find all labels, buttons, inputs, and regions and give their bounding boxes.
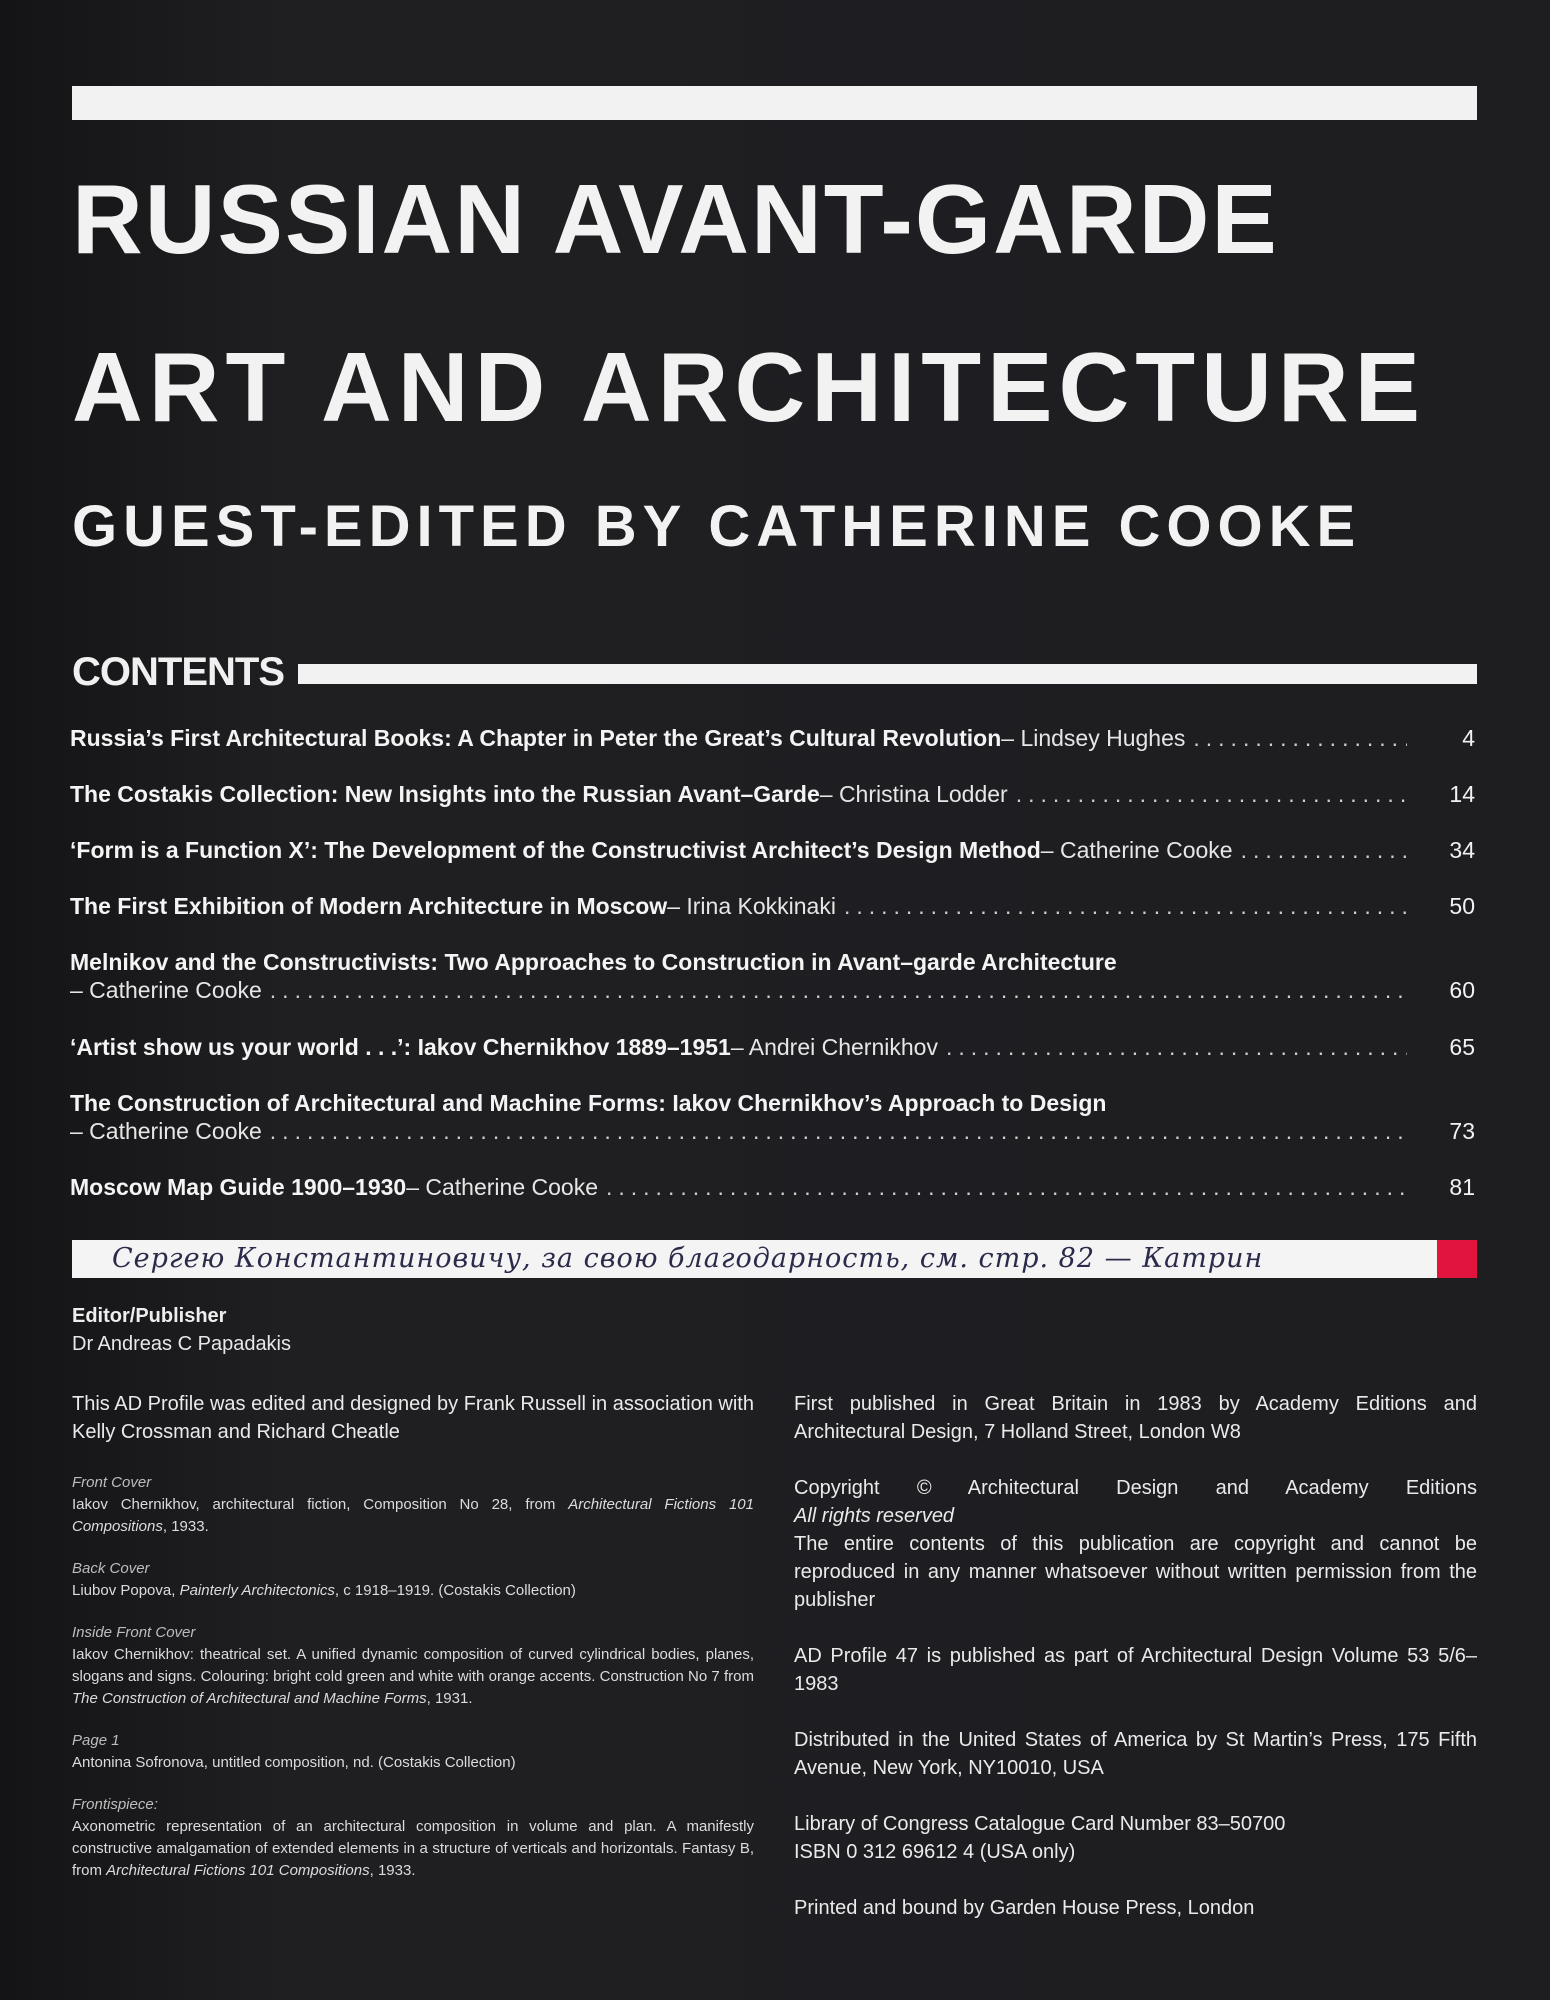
profile-info: AD Profile 47 is published as part of Architectural Design Volume 53 5/6–1983 xyxy=(794,1645,1477,1695)
toc-entry-title: Russia’s First Architectural Books: A Chapter in Peter the Great’s Cultural Revolution xyxy=(70,725,1002,751)
credit-body: Antonina Sofronova, untitled composition, nd. (Costakis Collection) xyxy=(72,1754,516,1771)
distribution-info: Distributed in the United States of America by St Martin’s Press, 175 Fifth Avenue, New York, NY10010, USA xyxy=(794,1729,1477,1779)
isbn: ISBN 0 312 69612 4 (USA only) xyxy=(794,1841,1076,1863)
contents-label: CONTENTS xyxy=(72,650,284,694)
credit-body: Liubov Popova, xyxy=(72,1582,180,1599)
toc-entry-title: Moscow Map Guide 1900–1930 xyxy=(70,1174,407,1200)
rights-text: The entire contents of this publication are copyright and cannot be reproduced in any manner whatsoever without written permission from the publisher xyxy=(794,1533,1477,1611)
credit-tail: , 1933. xyxy=(369,1862,416,1879)
toc-entry[interactable] xyxy=(70,1033,1475,1061)
dot-leader xyxy=(270,976,1407,1004)
credit-body: Axonometric representation of an architectural composition in volume and plan. A manifestly constructive amalgamation of extended elements in a structure of verticals and horizontals. Fantasy B, from xyxy=(72,1818,754,1879)
frontispiece-credit xyxy=(72,1794,754,1882)
toc-entry-title: Melnikov and the Constructivists: Two Approaches to Construction in Avant–garde Architecture xyxy=(70,949,1117,975)
credit-text xyxy=(72,1644,754,1710)
dot-leader xyxy=(270,1117,1407,1145)
toc-entry-title: The Costakis Collection: New Insights into the Russian Avant–Garde xyxy=(70,781,820,807)
editor-label: Editor/Publisher xyxy=(72,1305,227,1327)
credit-heading: Back Cover xyxy=(72,1560,150,1577)
printer-info: Printed and bound by Garden House Press, London xyxy=(794,1897,1255,1919)
dot-leader xyxy=(1193,724,1407,752)
credit-heading: Front Cover xyxy=(72,1474,152,1491)
credit-tail: , 1933. xyxy=(162,1518,209,1535)
credit-text xyxy=(72,1580,754,1602)
credit-heading: Frontispiece: xyxy=(72,1796,158,1813)
top-rule xyxy=(72,86,1477,120)
credit-work-title: Architectural Fictions 101 Compositions xyxy=(106,1862,370,1879)
credit-tail: , 1931. xyxy=(426,1690,473,1707)
toc-entry[interactable] xyxy=(70,892,1475,920)
title-line-2: ART AND ARCHITECTURE xyxy=(72,332,1426,442)
toc-entry-page: 4 xyxy=(1462,725,1475,751)
toc-entry-title: The Construction of Architectural and Machine Forms: Iakov Chernikhov’s Approach to Design xyxy=(70,1090,1107,1116)
copyright-block xyxy=(794,1474,1477,1614)
dot-leader xyxy=(1241,836,1407,864)
toc-entry-author: – Catherine Cooke xyxy=(70,1118,262,1144)
toc-entry-page: 50 xyxy=(1449,893,1475,919)
toc-entry-page: 34 xyxy=(1449,837,1475,863)
guest-editor-line: GUEST-EDITED BY CATHERINE COOKE xyxy=(72,494,1362,559)
copyright-line: Copyright © Architectural Design and Academy Editions xyxy=(794,1477,1477,1499)
toc-entry-title: ‘Artist show us your world . . .’: Iakov Chernikhov 1889–1951 xyxy=(70,1034,731,1060)
catalogue-block xyxy=(794,1810,1477,1866)
dot-leader xyxy=(1016,780,1407,808)
credit-text xyxy=(72,1494,754,1538)
publication-info-column xyxy=(794,1390,1477,1922)
toc-entry-title: ‘Form is a Function X’: The Development of the Constructivist Architect’s Design Method xyxy=(70,837,1041,863)
toc-entry[interactable] xyxy=(70,780,1475,808)
credit-work-title: The Construction of Architectural and Machine Forms xyxy=(72,1690,427,1707)
page-1-credit xyxy=(72,1730,754,1774)
title-line-1: RUSSIAN AVANT-GARDE xyxy=(72,164,1279,274)
front-cover-credit xyxy=(72,1472,754,1538)
credit-body: Iakov Chernikhov, architectural fiction, Composition No 28, from xyxy=(72,1496,569,1513)
dot-leader xyxy=(606,1173,1407,1201)
toc-entry[interactable] xyxy=(70,1173,1475,1201)
credit-heading: Inside Front Cover xyxy=(72,1624,196,1641)
credit-tail: , c 1918–1919. (Costakis Collection) xyxy=(334,1582,576,1599)
toc-entry-author: – Catherine Cooke xyxy=(406,1174,598,1200)
toc-entry-author: – Catherine Cooke xyxy=(1040,837,1233,863)
toc-entry-author: – Christina Lodder xyxy=(819,781,1008,807)
toc-entry-page: 81 xyxy=(1449,1174,1475,1200)
contents-rule xyxy=(298,664,1477,684)
inside-front-cover-credit xyxy=(72,1622,754,1710)
toc-entry-author: – Andrei Chernikhov xyxy=(730,1034,938,1060)
toc-entry[interactable] xyxy=(70,1089,1475,1145)
library-of-congress: Library of Congress Catalogue Card Number 83–50700 xyxy=(794,1813,1286,1835)
toc-entry[interactable] xyxy=(70,724,1475,752)
toc-entry-page: 60 xyxy=(1449,977,1475,1003)
toc-entry-page: 14 xyxy=(1449,781,1475,807)
red-accent-block xyxy=(1437,1240,1477,1278)
credit-work-title: Painterly Architectonics xyxy=(179,1582,335,1599)
handwritten-dedication: Сергею Константиновичу, за свою благодарность, см. стр. 82 — Катрин xyxy=(72,1240,1437,1278)
credits-column xyxy=(72,1390,754,1882)
back-cover-credit xyxy=(72,1558,754,1602)
credit-work-title: Architectural Fictions 101 Compositions xyxy=(72,1496,754,1535)
dot-leader xyxy=(844,892,1407,920)
rights-reserved: All rights reserved xyxy=(794,1505,955,1527)
toc-entry-author: – Catherine Cooke xyxy=(70,977,262,1003)
first-published: First published in Great Britain in 1983 by Academy Editions and Architectural Design, 7 Holland Street, London W8 xyxy=(794,1393,1477,1443)
toc-entry-page: 73 xyxy=(1449,1118,1475,1144)
credit-body: Iakov Chernikhov: theatrical set. A unified dynamic composition of curved cylindrical bodies, planes, slogans and signs. Colouring: bright cold green and white with orange accents. Construction No 7 from xyxy=(72,1646,754,1685)
editor-name: Dr Andreas C Papadakis xyxy=(72,1333,292,1355)
toc-entry[interactable] xyxy=(70,836,1475,864)
toc-entry[interactable] xyxy=(70,948,1475,1004)
toc-entry-page: 65 xyxy=(1449,1034,1475,1060)
toc-entry-title: The First Exhibition of Modern Architecture in Moscow xyxy=(70,893,668,919)
design-credit: This AD Profile was edited and designed by Frank Russell in association with Kelly Crossman and Richard Cheatle xyxy=(72,1393,754,1443)
dot-leader xyxy=(946,1033,1407,1061)
toc-entry-author: – Irina Kokkinaki xyxy=(667,893,836,919)
credit-text xyxy=(72,1816,754,1882)
contents-header xyxy=(72,650,1477,692)
toc-entry-author: – Lindsey Hughes xyxy=(1001,725,1186,751)
credit-heading: Page 1 xyxy=(72,1732,120,1749)
